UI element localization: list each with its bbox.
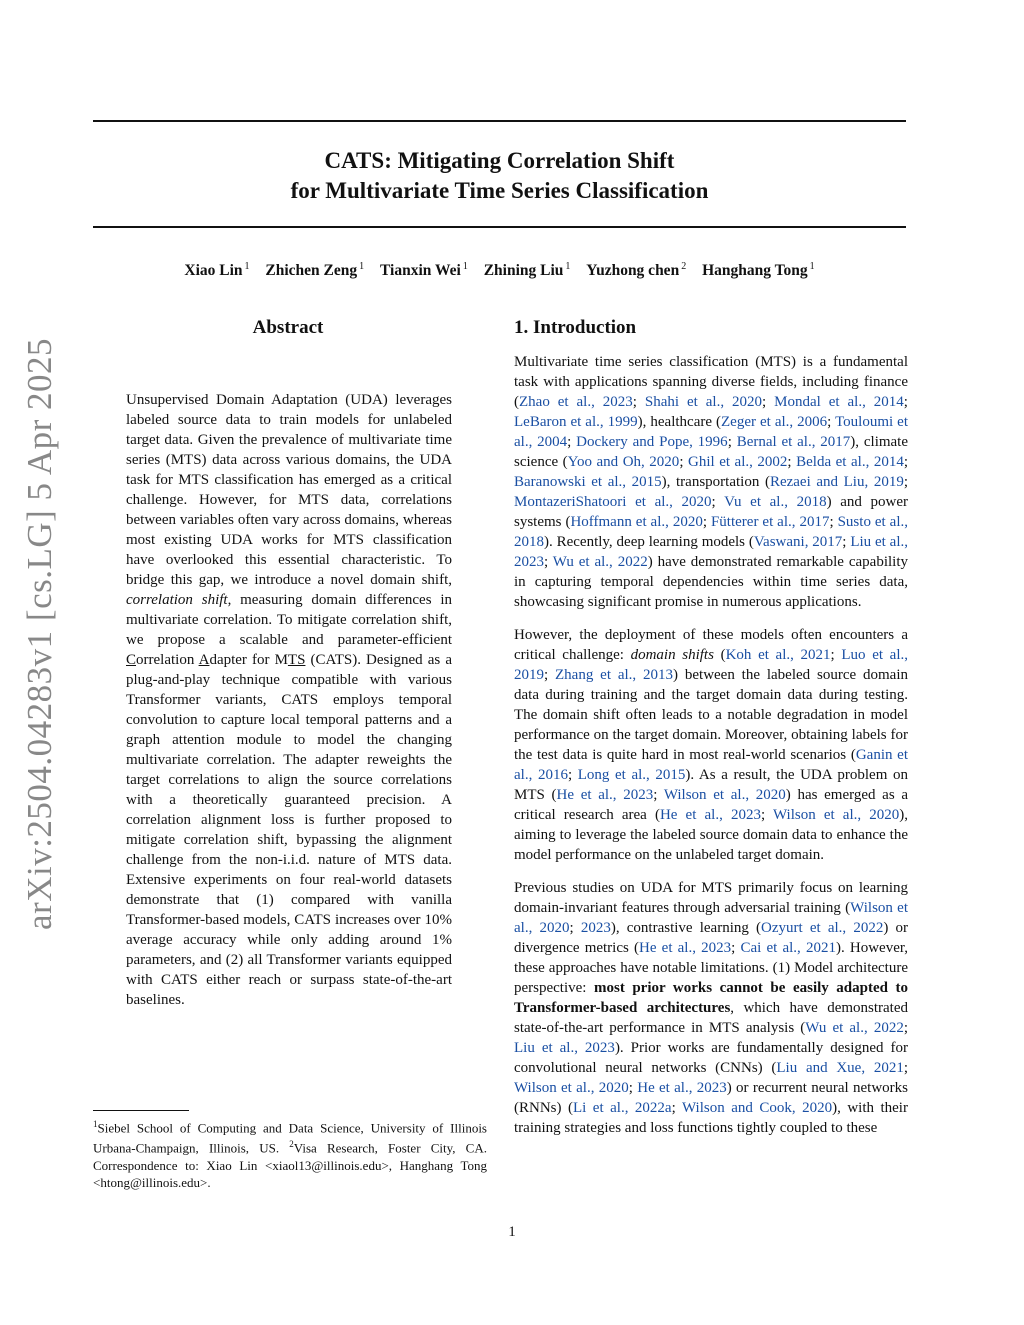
citation-link[interactable]: Liu et al., 2023 <box>514 1040 615 1056</box>
body-text: ) or divergence metrics ( <box>514 920 909 956</box>
footnote-rule <box>93 1110 189 1111</box>
body-text: Multivariate time series classification (MTS) is a fundamental task with applications spanning diverse fields, including finance ( <box>514 354 908 410</box>
citation-link[interactable]: LeBaron et al., 1999 <box>514 414 638 430</box>
body-text: , which have demonstrated state-of-the-art performance in MTS analysis ( <box>514 1000 908 1036</box>
body-text: ; <box>903 474 908 490</box>
title-bottom-rule <box>93 226 906 228</box>
citation-link[interactable]: Shahi et al., 2020 <box>644 394 763 410</box>
citation-link[interactable]: Wilson et al., 2020 <box>772 807 900 823</box>
body-text: ). As a result, the UDA problem on MTS ( <box>514 767 908 803</box>
title-line-1: CATS: Mitigating Correlation Shift <box>324 148 675 173</box>
body-text: Previous studies on UDA for MTS primarily focus on learning domain-invariant features through adversarial training ( <box>514 880 908 916</box>
citation-link[interactable]: Dockery and Pope, 1996 <box>576 434 728 450</box>
intro-paragraph-2 <box>514 625 908 865</box>
citation-link[interactable]: Ghil et al., 2002 <box>688 454 788 470</box>
citation-link[interactable]: Vaswani, 2017 <box>753 534 843 550</box>
body-text: ), aiming to leverage the labeled source domain data to enhance the model performance on the unlabeled target domain. <box>514 807 908 863</box>
citation-link[interactable]: Rezaei and Liu, 2019 <box>769 474 904 490</box>
citation-link[interactable]: Yoo and Oh, 2020 <box>567 454 680 470</box>
body-text: ; <box>632 394 645 410</box>
top-rule <box>93 120 906 122</box>
introduction-body <box>514 352 908 1151</box>
citation-link[interactable]: Ganin et al., 2016 <box>514 747 909 783</box>
body-text: ; <box>628 1080 638 1096</box>
body-text: ). Prior works are fundamentally designed for convolutional neural networks (CNNs) ( <box>514 1040 909 1076</box>
body-text: ; <box>544 554 553 570</box>
citation-link[interactable]: MontazeriShatoori et al., 2020 <box>514 494 712 510</box>
body-text: ) has emerged as a critical research area ( <box>514 787 909 823</box>
affiliation-footnote: $^1$Siebel School of Computing and Data Science, University of Illinois Urbana-Champaign, Illinois, US. $^2$Visa Research, Foster City, CA. Correspondence to: Xiao Lin <xiaol13@illinois.edu>, Hanghang Tong <htong@illinois.edu>. <box>93 1119 487 1190</box>
body-text: ; <box>731 940 741 956</box>
author: Yuzhong chen $^2$ <box>586 261 687 280</box>
body-text: ; <box>760 807 773 823</box>
body-text: ; <box>544 667 556 683</box>
body-text: ), climate science ( <box>514 434 909 470</box>
citation-link[interactable]: He et al., 2023 <box>659 807 761 823</box>
citation-link[interactable]: Mondal et al., 2014 <box>774 394 904 410</box>
body-text: ; <box>671 1100 682 1116</box>
citation-link[interactable]: Wu et al., 2022 <box>805 1020 904 1036</box>
body-text: ( <box>713 647 726 663</box>
paper-title <box>93 146 906 206</box>
body-text: ; <box>727 434 737 450</box>
citation-link[interactable]: Belda et al., 2014 <box>796 454 904 470</box>
body-text: ), healthcare ( <box>637 414 722 430</box>
citation-link[interactable]: Hoffmann et al., 2020 <box>570 514 703 530</box>
body-text: ) between the labeled source domain data during training and the target domain data during testing. The domain shift often leads to a notable degradation in model performance on the target domain. Moreover, obtaining labels for the test data is quite hard in most real-world scenarios ( <box>514 667 908 763</box>
citation-link[interactable]: He et al., 2023 <box>639 940 732 956</box>
citation-link[interactable]: Luo et al., 2019 <box>514 647 908 683</box>
body-text: ). However, these approaches have notable limitations. (1) Model architecture perspective: <box>514 940 909 996</box>
body-text: ; <box>762 394 775 410</box>
author: Zhichen Zeng $^1$ <box>265 261 365 280</box>
author: Tianxin Wei $^1$ <box>380 261 468 280</box>
body-text: ; <box>903 454 909 470</box>
body-text: ; <box>827 414 836 430</box>
citation-link[interactable]: Zhao et al., 2023 <box>519 394 633 410</box>
abstract-body: Unsupervised Domain Adaptation (UDA) leverages labeled source data to train models for unlabeled target data. Given the prevalence of multivariate time series (MTS) data across various domains, the UDA task for MTS classification has emerged as a critical challenge. However, for MTS data, correlations between variables often vary across domains, whereas most existing UDA works for MTS classification have overlooked this essential characteristic. To bridge this gap, we introduce a novel domain shift, correlation shift, measuring domain differences in multivariate correlation. To mitigate correlation shift, we propose a scalable and parameter-efficient Correlation Adapter for MTS (CATS). Designed as a plug-and-play technique compatible with various Transformer variants, CATS employs temporal convolution to capture local temporal patterns and a graph attention module to model the changing multivariate correlation. The adapter reweights the target correlations to align the source correlations with a theoretically guaranteed precision. A correlation alignment loss is further proposed to mitigate correlation shift, bypassing the alignment challenge from the non-i.i.d. nature of MTS data. Extensive experiments on four real-world datasets demonstrate that (1) compared with vanilla Transformer-based models, CATS increases over 10% average accuracy while only adding around 1% parameters, and (2) all Transformer variants equipped with CATS either reach or surpass state-of-the-art baselines. <box>126 392 453 1008</box>
author-list <box>93 261 906 280</box>
body-text: ; <box>787 454 797 470</box>
body-text: ). Recently, deep learning models ( <box>544 534 754 550</box>
citation-link[interactable]: Long et al., 2015 <box>577 767 686 783</box>
arxiv-watermark: arXiv:2504.04283v1 [cs.LG] 5 Apr 2025 <box>20 337 59 930</box>
citation-link[interactable]: Wilson et al., 2020 <box>514 1080 629 1096</box>
introduction-heading: 1. Introduction <box>514 317 637 338</box>
citation-link[interactable]: Koh et al., 2021 <box>725 647 831 663</box>
bold-text: most prior works cannot be easily adapted to Transformer-based architectures <box>514 980 908 1016</box>
citation-link[interactable]: Susto et al., 2018 <box>514 514 908 550</box>
body-text: ; <box>567 434 577 450</box>
body-text: ) have demonstrated remarkable capability in capturing temporal dependencies within time series data, showcasing significant promise in numerous applications. <box>514 554 908 610</box>
citation-link[interactable]: Cai et al., 2021 <box>740 940 836 956</box>
body-text: ; <box>567 767 578 783</box>
title-line-2: for Multivariate Time Series Classification <box>290 178 709 203</box>
body-text: ; <box>830 647 842 663</box>
body-text: ; <box>829 514 838 530</box>
citation-link[interactable]: Zeger et al., 2006 <box>721 414 828 430</box>
body-text: ; <box>679 454 689 470</box>
citation-link[interactable]: Li et al., 2022a <box>572 1100 672 1116</box>
author: Zhining Liu $^1$ <box>483 261 571 280</box>
body-text: ), contrastive learning ( <box>610 920 762 936</box>
body-text: ; <box>903 394 908 410</box>
body-text: ; <box>842 534 851 550</box>
body-text: ; <box>711 494 725 510</box>
citation-link[interactable]: Wilson et al., 2020 <box>514 900 908 936</box>
citation-link[interactable]: Liu and Xue, 2021 <box>776 1060 904 1076</box>
body-text: ; <box>903 1060 908 1076</box>
body-text: ), transportation ( <box>661 474 770 490</box>
citation-link[interactable]: 2023 <box>580 920 611 936</box>
citation-link[interactable]: Wilson and Cook, 2020 <box>681 1100 833 1116</box>
page-number: 1 <box>508 1224 516 1240</box>
citation-link[interactable]: He et al., 2023 <box>556 787 654 803</box>
citation-link[interactable]: Fütterer et al., 2017 <box>710 514 830 530</box>
intro-paragraph-3 <box>514 878 908 1138</box>
body-text: ; <box>702 514 711 530</box>
body-text: ) or recurrent neural networks (RNNs) ( <box>514 1080 908 1116</box>
citation-link[interactable]: Wilson et al., 2020 <box>663 787 786 803</box>
body-text: ; <box>653 787 664 803</box>
citation-link[interactable]: Vu et al., 2018 <box>724 494 827 510</box>
citation-link[interactable]: Bernal et al., 2017 <box>736 434 851 450</box>
intro-paragraph-1 <box>514 352 908 612</box>
citation-link[interactable]: Liu et al., 2023 <box>514 534 909 570</box>
citation-link[interactable]: Touloumi et al., 2004 <box>514 414 909 450</box>
citation-link[interactable]: He et al., 2023 <box>637 1080 727 1096</box>
author: Hanghang Tong $^1$ <box>702 261 815 280</box>
abstract-heading: Abstract <box>252 317 324 338</box>
citation-link[interactable]: Wu et al., 2022 <box>552 554 648 570</box>
author: Xiao Lin $^1$ <box>184 261 250 280</box>
citation-link[interactable]: Baranowski et al., 2015 <box>514 474 662 490</box>
emphasis-text: domain shifts <box>630 647 714 663</box>
citation-link[interactable]: Zhang et al., 2013 <box>555 667 674 683</box>
body-text: ), with their training strategies and loss functions tightly coupled to these <box>514 1100 908 1136</box>
body-text: ; <box>903 1020 908 1036</box>
body-text: However, the deployment of these models often encounters a critical challenge: <box>514 627 908 663</box>
body-text: ; <box>569 920 581 936</box>
citation-link[interactable]: Ozyurt et al., 2022 <box>761 920 884 936</box>
body-text: ) and power systems ( <box>514 494 909 530</box>
